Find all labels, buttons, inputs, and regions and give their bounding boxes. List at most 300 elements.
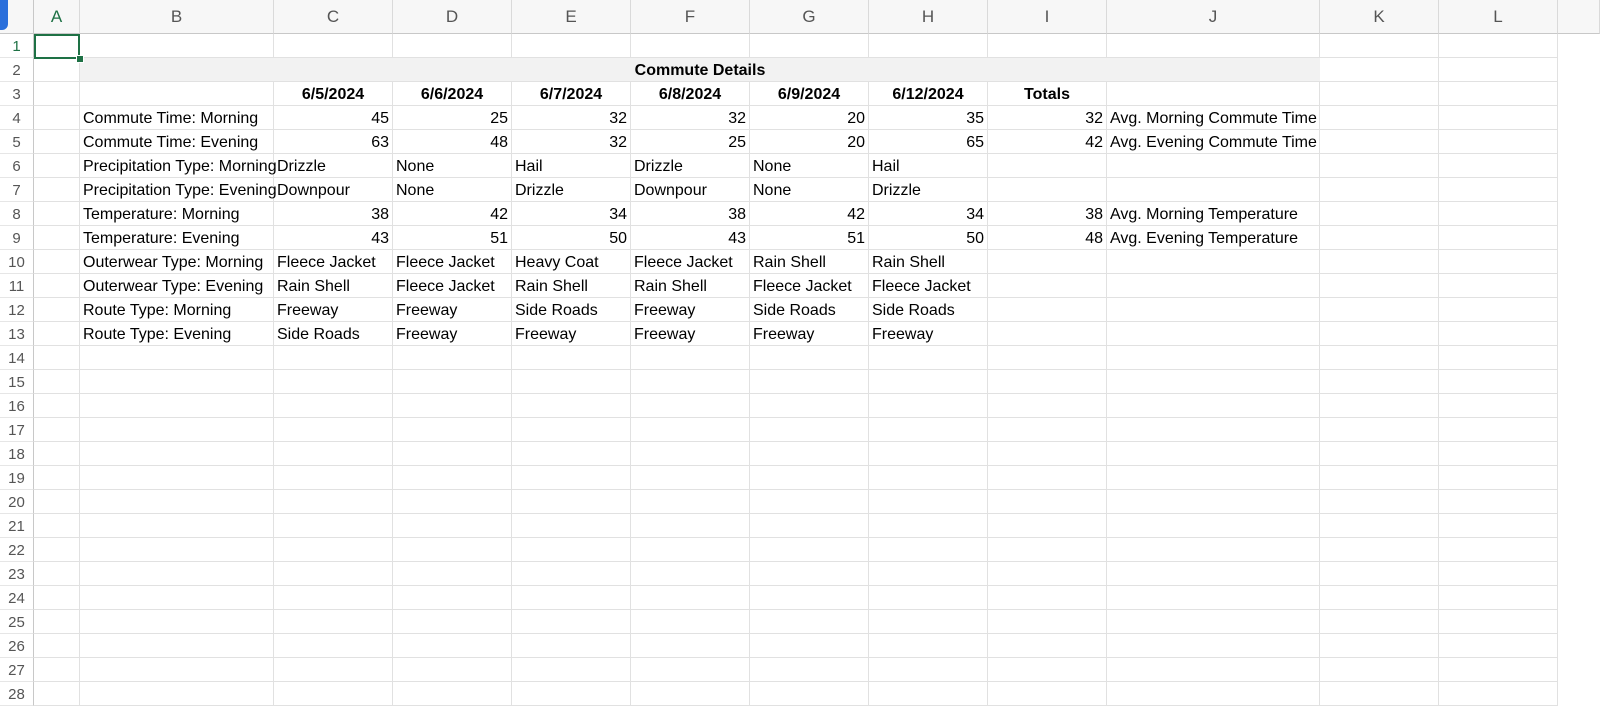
cell[interactable] xyxy=(1107,322,1320,346)
cell[interactable] xyxy=(80,562,274,586)
cell[interactable] xyxy=(34,130,80,154)
cell[interactable] xyxy=(869,682,988,706)
cell[interactable] xyxy=(1107,466,1320,490)
row-header-19[interactable]: 19 xyxy=(0,466,34,490)
cell[interactable] xyxy=(631,586,750,610)
cell[interactable] xyxy=(631,610,750,634)
cell[interactable] xyxy=(34,370,80,394)
cell[interactable] xyxy=(274,610,393,634)
cell[interactable] xyxy=(274,538,393,562)
cell[interactable] xyxy=(80,682,274,706)
data-cell[interactable]: 63 xyxy=(274,130,393,154)
cell[interactable] xyxy=(393,370,512,394)
cell[interactable] xyxy=(80,538,274,562)
column-header-e[interactable]: E xyxy=(512,0,631,34)
column-label-2[interactable]: 6/6/2024 xyxy=(393,82,512,106)
cell[interactable] xyxy=(869,658,988,682)
row-header-13[interactable]: 13 xyxy=(0,322,34,346)
cell[interactable] xyxy=(512,490,631,514)
cell[interactable] xyxy=(750,586,869,610)
data-cell[interactable]: Side Roads xyxy=(274,322,393,346)
cell[interactable] xyxy=(80,370,274,394)
cell[interactable] xyxy=(80,34,274,58)
cell[interactable] xyxy=(1320,610,1439,634)
row-header-22[interactable]: 22 xyxy=(0,538,34,562)
data-cell[interactable]: None xyxy=(750,154,869,178)
cell[interactable] xyxy=(1320,490,1439,514)
cell[interactable] xyxy=(1439,514,1558,538)
cell[interactable] xyxy=(80,514,274,538)
data-cell[interactable]: 25 xyxy=(393,106,512,130)
data-cell[interactable]: 43 xyxy=(631,226,750,250)
cell[interactable] xyxy=(80,490,274,514)
data-cell[interactable]: Freeway xyxy=(869,322,988,346)
cell[interactable] xyxy=(988,514,1107,538)
cell[interactable] xyxy=(393,514,512,538)
cell[interactable] xyxy=(1439,82,1558,106)
column-label-7[interactable]: Totals xyxy=(988,82,1107,106)
row-header-12[interactable]: 12 xyxy=(0,298,34,322)
data-cell[interactable]: Rain Shell xyxy=(512,274,631,298)
cell[interactable] xyxy=(80,610,274,634)
column-header-g[interactable]: G xyxy=(750,0,869,34)
column-header-k[interactable]: K xyxy=(1320,0,1439,34)
data-cell[interactable]: 50 xyxy=(512,226,631,250)
data-cell[interactable]: 34 xyxy=(869,202,988,226)
cell[interactable] xyxy=(1439,658,1558,682)
cell[interactable] xyxy=(1320,466,1439,490)
cell[interactable] xyxy=(988,658,1107,682)
cell[interactable] xyxy=(1107,82,1320,106)
data-cell[interactable]: Fleece Jacket xyxy=(393,250,512,274)
data-cell[interactable]: Downpour xyxy=(274,178,393,202)
cell[interactable] xyxy=(274,658,393,682)
cell[interactable] xyxy=(1439,586,1558,610)
cell[interactable] xyxy=(1439,346,1558,370)
cell[interactable] xyxy=(274,514,393,538)
row-header-10[interactable]: 10 xyxy=(0,250,34,274)
data-cell[interactable]: Side Roads xyxy=(750,298,869,322)
cell[interactable] xyxy=(869,514,988,538)
cell[interactable] xyxy=(34,202,80,226)
cell[interactable] xyxy=(80,346,274,370)
cell[interactable] xyxy=(988,346,1107,370)
cell[interactable] xyxy=(34,538,80,562)
cell[interactable] xyxy=(1439,442,1558,466)
cell[interactable] xyxy=(1439,682,1558,706)
column-label-6[interactable]: 6/12/2024 xyxy=(869,82,988,106)
data-cell[interactable]: Fleece Jacket xyxy=(869,274,988,298)
cell[interactable] xyxy=(393,610,512,634)
column-header-i[interactable]: I xyxy=(988,0,1107,34)
select-all-corner[interactable] xyxy=(0,0,34,34)
cell[interactable] xyxy=(34,298,80,322)
cell[interactable] xyxy=(274,346,393,370)
cell[interactable] xyxy=(512,586,631,610)
cell[interactable] xyxy=(34,586,80,610)
cell[interactable] xyxy=(631,682,750,706)
cell[interactable] xyxy=(512,682,631,706)
cell[interactable] xyxy=(34,322,80,346)
cell[interactable] xyxy=(988,610,1107,634)
cell[interactable] xyxy=(631,658,750,682)
cell[interactable] xyxy=(988,154,1107,178)
cell[interactable] xyxy=(80,82,274,106)
row-label[interactable]: Outerwear Type: Morning xyxy=(80,250,274,274)
row-header-25[interactable]: 25 xyxy=(0,610,34,634)
cell[interactable] xyxy=(34,514,80,538)
cell[interactable] xyxy=(869,634,988,658)
row-header-18[interactable]: 18 xyxy=(0,442,34,466)
cell[interactable] xyxy=(988,250,1107,274)
cell[interactable] xyxy=(631,490,750,514)
fill-handle[interactable] xyxy=(76,55,84,63)
cell[interactable] xyxy=(988,274,1107,298)
data-cell[interactable]: 42 xyxy=(393,202,512,226)
cell[interactable] xyxy=(274,34,393,58)
data-cell[interactable]: 45 xyxy=(274,106,393,130)
row-header-5[interactable]: 5 xyxy=(0,130,34,154)
cell[interactable] xyxy=(869,394,988,418)
cell[interactable] xyxy=(34,394,80,418)
data-cell[interactable]: None xyxy=(750,178,869,202)
data-cell[interactable]: Hail xyxy=(869,154,988,178)
cell[interactable] xyxy=(512,466,631,490)
cell[interactable] xyxy=(1439,394,1558,418)
row-header-15[interactable]: 15 xyxy=(0,370,34,394)
cell[interactable] xyxy=(1320,322,1439,346)
cell[interactable] xyxy=(750,610,869,634)
row-header-4[interactable]: 4 xyxy=(0,106,34,130)
cell[interactable] xyxy=(750,514,869,538)
cell[interactable] xyxy=(393,34,512,58)
row-header-1[interactable]: 1 xyxy=(0,34,34,58)
cell[interactable] xyxy=(988,442,1107,466)
cell[interactable] xyxy=(1439,466,1558,490)
row-header-28[interactable]: 28 xyxy=(0,682,34,706)
cell[interactable] xyxy=(80,418,274,442)
cell[interactable] xyxy=(34,562,80,586)
cell[interactable] xyxy=(1439,178,1558,202)
cell[interactable] xyxy=(750,466,869,490)
cell[interactable] xyxy=(988,34,1107,58)
cell[interactable] xyxy=(1107,346,1320,370)
data-cell[interactable]: Drizzle xyxy=(274,154,393,178)
data-cell[interactable]: Freeway xyxy=(393,322,512,346)
cell[interactable] xyxy=(274,394,393,418)
cell[interactable] xyxy=(34,154,80,178)
cell[interactable] xyxy=(750,346,869,370)
cell[interactable] xyxy=(512,34,631,58)
total-note[interactable]: Avg. Morning Temperature xyxy=(1107,202,1320,226)
row-header-6[interactable]: 6 xyxy=(0,154,34,178)
column-header-l[interactable]: L xyxy=(1439,0,1558,34)
data-cell[interactable]: Freeway xyxy=(750,322,869,346)
data-cell[interactable]: 34 xyxy=(512,202,631,226)
cell[interactable] xyxy=(393,658,512,682)
cell[interactable] xyxy=(1320,178,1439,202)
cell[interactable] xyxy=(988,562,1107,586)
cell[interactable] xyxy=(631,466,750,490)
cell[interactable] xyxy=(631,370,750,394)
row-header-24[interactable]: 24 xyxy=(0,586,34,610)
cell[interactable] xyxy=(512,538,631,562)
cell[interactable] xyxy=(393,562,512,586)
cell[interactable] xyxy=(1320,250,1439,274)
row-label[interactable]: Temperature: Morning xyxy=(80,202,274,226)
cell[interactable] xyxy=(631,562,750,586)
cell[interactable] xyxy=(750,538,869,562)
cell[interactable] xyxy=(1439,370,1558,394)
cell[interactable] xyxy=(750,634,869,658)
cell[interactable] xyxy=(1107,538,1320,562)
cell[interactable] xyxy=(512,634,631,658)
cell[interactable] xyxy=(512,514,631,538)
column-header-a[interactable]: A xyxy=(34,0,80,34)
row-label[interactable]: Precipitation Type: Evening xyxy=(80,178,274,202)
column-header-f[interactable]: F xyxy=(631,0,750,34)
cell[interactable] xyxy=(1107,418,1320,442)
cell[interactable] xyxy=(869,490,988,514)
cell[interactable] xyxy=(1439,130,1558,154)
cell[interactable] xyxy=(34,250,80,274)
cell[interactable] xyxy=(1107,562,1320,586)
data-cell[interactable]: None xyxy=(393,178,512,202)
cell[interactable] xyxy=(1320,346,1439,370)
cell[interactable] xyxy=(988,394,1107,418)
cell[interactable] xyxy=(34,226,80,250)
cell[interactable] xyxy=(1320,514,1439,538)
cell[interactable] xyxy=(1320,586,1439,610)
cell[interactable] xyxy=(1107,34,1320,58)
data-cell[interactable]: 38 xyxy=(631,202,750,226)
cell[interactable] xyxy=(1320,562,1439,586)
cell[interactable] xyxy=(34,466,80,490)
cell[interactable] xyxy=(988,634,1107,658)
cell[interactable] xyxy=(274,418,393,442)
cell[interactable] xyxy=(1107,154,1320,178)
cell[interactable] xyxy=(1439,418,1558,442)
cell[interactable] xyxy=(869,34,988,58)
data-cell[interactable]: Rain Shell xyxy=(631,274,750,298)
total-note[interactable]: Avg. Evening Commute Time xyxy=(1107,130,1320,154)
total-note[interactable]: Avg. Evening Temperature xyxy=(1107,226,1320,250)
cell[interactable] xyxy=(1107,442,1320,466)
cell[interactable] xyxy=(1439,58,1558,82)
data-cell[interactable]: Freeway xyxy=(631,322,750,346)
data-cell[interactable]: 32 xyxy=(512,106,631,130)
cell[interactable] xyxy=(512,370,631,394)
cell[interactable] xyxy=(1320,298,1439,322)
cell[interactable] xyxy=(1320,106,1439,130)
data-cell[interactable]: 35 xyxy=(869,106,988,130)
cell[interactable] xyxy=(1320,82,1439,106)
cell[interactable] xyxy=(750,442,869,466)
cell[interactable] xyxy=(1320,682,1439,706)
cell[interactable] xyxy=(34,274,80,298)
cell[interactable] xyxy=(1439,274,1558,298)
column-label-3[interactable]: 6/7/2024 xyxy=(512,82,631,106)
cell[interactable] xyxy=(988,418,1107,442)
data-cell[interactable]: 32 xyxy=(631,106,750,130)
row-label[interactable]: Route Type: Evening xyxy=(80,322,274,346)
cell[interactable] xyxy=(1107,586,1320,610)
data-cell[interactable]: 50 xyxy=(869,226,988,250)
cell[interactable] xyxy=(988,370,1107,394)
cell[interactable] xyxy=(1439,202,1558,226)
cell[interactable] xyxy=(1439,154,1558,178)
cell[interactable] xyxy=(274,442,393,466)
data-cell[interactable]: 42 xyxy=(750,202,869,226)
cell[interactable] xyxy=(512,394,631,418)
cell[interactable] xyxy=(1320,442,1439,466)
data-cell[interactable]: Fleece Jacket xyxy=(631,250,750,274)
cell[interactable] xyxy=(988,178,1107,202)
cell[interactable] xyxy=(34,442,80,466)
cell[interactable] xyxy=(512,562,631,586)
cell[interactable] xyxy=(1439,490,1558,514)
row-header-11[interactable]: 11 xyxy=(0,274,34,298)
cell[interactable] xyxy=(750,490,869,514)
data-cell[interactable]: Side Roads xyxy=(512,298,631,322)
cell[interactable] xyxy=(1439,226,1558,250)
cell[interactable] xyxy=(274,370,393,394)
cell[interactable] xyxy=(1320,58,1439,82)
cell[interactable] xyxy=(34,418,80,442)
data-cell[interactable]: 43 xyxy=(274,226,393,250)
column-header-b[interactable]: B xyxy=(80,0,274,34)
cell[interactable] xyxy=(1107,298,1320,322)
column-label-1[interactable]: 6/5/2024 xyxy=(274,82,393,106)
cell[interactable] xyxy=(1439,322,1558,346)
cell[interactable] xyxy=(393,418,512,442)
cell[interactable] xyxy=(869,418,988,442)
row-header-14[interactable]: 14 xyxy=(0,346,34,370)
data-cell[interactable]: Rain Shell xyxy=(750,250,869,274)
cell[interactable] xyxy=(869,538,988,562)
cell[interactable] xyxy=(1320,130,1439,154)
cell[interactable] xyxy=(1439,538,1558,562)
cell[interactable] xyxy=(1320,418,1439,442)
cell[interactable] xyxy=(34,82,80,106)
data-cell[interactable]: Drizzle xyxy=(512,178,631,202)
cell[interactable] xyxy=(988,466,1107,490)
cell[interactable] xyxy=(80,658,274,682)
cell[interactable] xyxy=(274,562,393,586)
cell[interactable] xyxy=(1320,202,1439,226)
cell[interactable] xyxy=(1107,250,1320,274)
column-header-j[interactable]: J xyxy=(1107,0,1320,34)
cell[interactable] xyxy=(631,394,750,418)
cell[interactable] xyxy=(274,682,393,706)
cell[interactable] xyxy=(988,538,1107,562)
cell[interactable] xyxy=(274,634,393,658)
column-label-5[interactable]: 6/9/2024 xyxy=(750,82,869,106)
total-value[interactable]: 48 xyxy=(988,226,1107,250)
row-label[interactable]: Commute Time: Evening xyxy=(80,130,274,154)
row-header-16[interactable]: 16 xyxy=(0,394,34,418)
cell[interactable] xyxy=(393,634,512,658)
cell[interactable] xyxy=(631,514,750,538)
cell[interactable] xyxy=(512,346,631,370)
cell[interactable] xyxy=(750,34,869,58)
cell[interactable] xyxy=(1320,34,1439,58)
cell[interactable] xyxy=(1439,250,1558,274)
data-cell[interactable]: Heavy Coat xyxy=(512,250,631,274)
cell[interactable] xyxy=(34,106,80,130)
data-cell[interactable]: None xyxy=(393,154,512,178)
cell[interactable] xyxy=(869,610,988,634)
cell[interactable] xyxy=(1107,682,1320,706)
cell[interactable] xyxy=(512,418,631,442)
cell[interactable] xyxy=(1439,634,1558,658)
data-cell[interactable]: Hail xyxy=(512,154,631,178)
cell[interactable] xyxy=(1320,394,1439,418)
cell[interactable] xyxy=(1320,154,1439,178)
data-cell[interactable]: Freeway xyxy=(274,298,393,322)
cell[interactable] xyxy=(393,394,512,418)
data-cell[interactable]: Drizzle xyxy=(869,178,988,202)
data-cell[interactable]: Fleece Jacket xyxy=(274,250,393,274)
cell[interactable] xyxy=(1320,274,1439,298)
row-header-2[interactable]: 2 xyxy=(0,58,34,82)
row-header-9[interactable]: 9 xyxy=(0,226,34,250)
cell[interactable] xyxy=(1439,298,1558,322)
row-header-7[interactable]: 7 xyxy=(0,178,34,202)
data-cell[interactable]: Freeway xyxy=(512,322,631,346)
cell[interactable] xyxy=(34,682,80,706)
cell[interactable] xyxy=(34,658,80,682)
cell[interactable] xyxy=(631,538,750,562)
cell[interactable] xyxy=(80,634,274,658)
cell[interactable] xyxy=(34,610,80,634)
data-cell[interactable]: Rain Shell xyxy=(274,274,393,298)
row-header-26[interactable]: 26 xyxy=(0,634,34,658)
cell[interactable] xyxy=(512,442,631,466)
cell[interactable] xyxy=(393,538,512,562)
data-cell[interactable]: Fleece Jacket xyxy=(750,274,869,298)
row-header-23[interactable]: 23 xyxy=(0,562,34,586)
cell[interactable] xyxy=(274,490,393,514)
cell[interactable] xyxy=(750,562,869,586)
cell[interactable] xyxy=(869,466,988,490)
data-cell[interactable]: 25 xyxy=(631,130,750,154)
data-cell[interactable]: Fleece Jacket xyxy=(393,274,512,298)
cell[interactable] xyxy=(1107,634,1320,658)
row-header-17[interactable]: 17 xyxy=(0,418,34,442)
cell[interactable] xyxy=(34,490,80,514)
data-cell[interactable]: 51 xyxy=(750,226,869,250)
total-note[interactable]: Avg. Morning Commute Time xyxy=(1107,106,1320,130)
cell[interactable] xyxy=(512,658,631,682)
cell[interactable] xyxy=(631,442,750,466)
row-label[interactable]: Route Type: Morning xyxy=(80,298,274,322)
cell[interactable] xyxy=(631,346,750,370)
data-cell[interactable]: Downpour xyxy=(631,178,750,202)
cell[interactable] xyxy=(1439,106,1558,130)
cell[interactable] xyxy=(393,490,512,514)
cell[interactable] xyxy=(80,394,274,418)
row-header-27[interactable]: 27 xyxy=(0,658,34,682)
data-cell[interactable]: 38 xyxy=(274,202,393,226)
cell[interactable] xyxy=(274,586,393,610)
cell[interactable] xyxy=(869,442,988,466)
cell[interactable] xyxy=(869,562,988,586)
cell[interactable] xyxy=(393,442,512,466)
cell[interactable] xyxy=(393,586,512,610)
cell[interactable] xyxy=(988,682,1107,706)
cell[interactable] xyxy=(1439,610,1558,634)
